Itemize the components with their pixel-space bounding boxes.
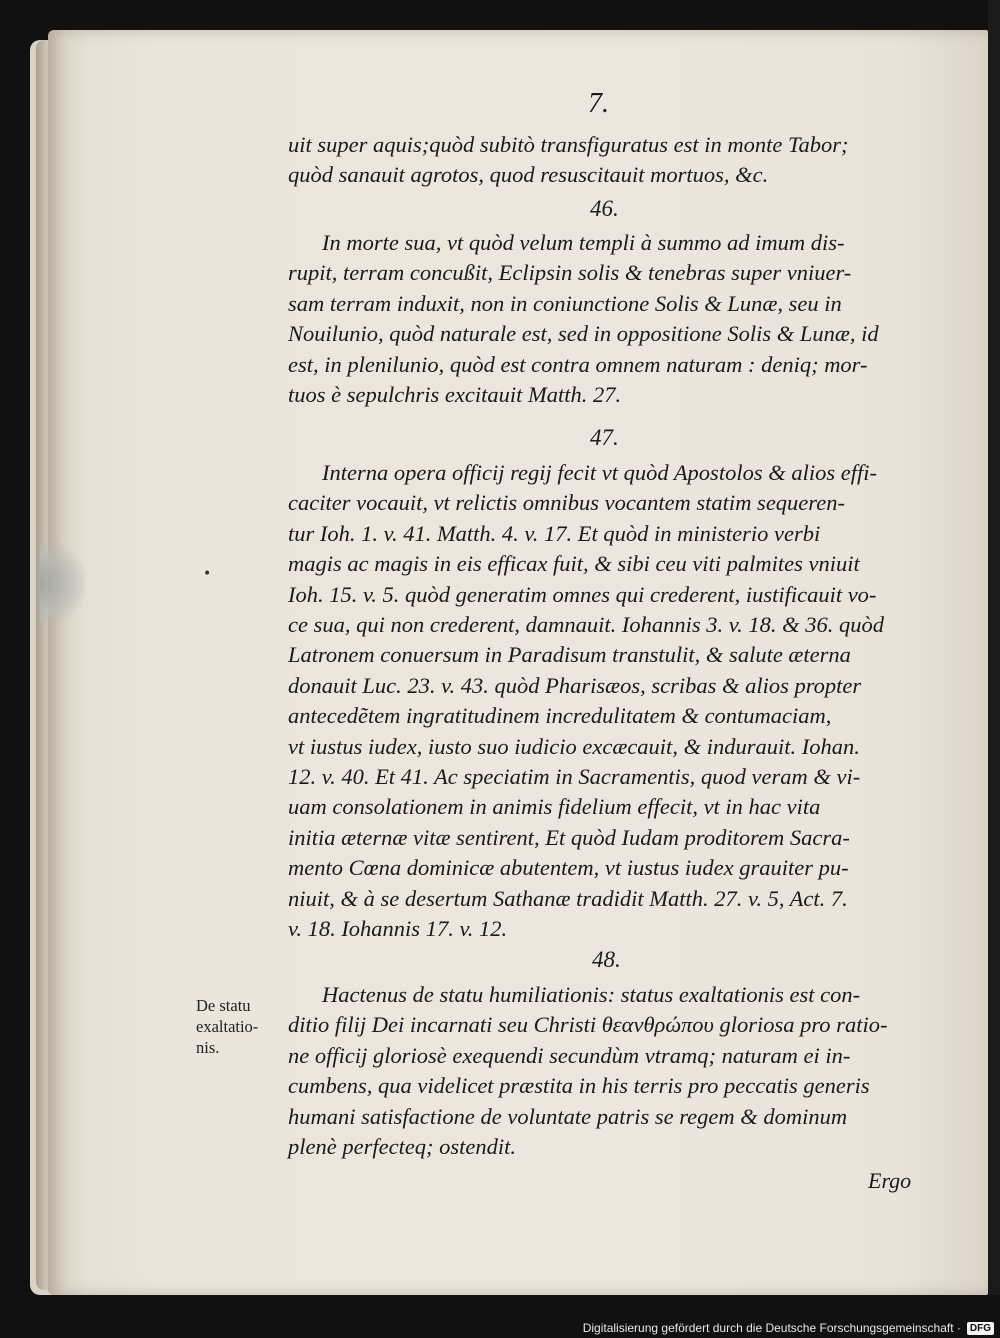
catchword: Ergo — [868, 1168, 912, 1193]
dfg-logo: DFG — [967, 1322, 994, 1335]
text-line: uit super aquis;quòd subitò transfiguratus est in monte Tabor; — [288, 132, 849, 157]
text-block-47 — [288, 458, 928, 945]
text-line: niuit, & à se desertum Sathanæ tradidit Matth. 27. v. 5, Act. 7. — [288, 885, 848, 911]
text-line: v. 18. Iohannis 17. v. 12. — [288, 916, 508, 942]
margin-note-line: nis. — [196, 1038, 220, 1057]
text-line: Ioh. 15. v. 5. quòd generatim omnes qui crederent, iustificauit vo- — [288, 581, 877, 607]
footer-credit: Digitalisierung gefördert durch die Deutsche Forschungsgemeinschaft · — [582, 1321, 961, 1335]
text-line: est, in plenilunio, quòd est contra omnem naturam : deniq; mor- — [288, 351, 868, 377]
text-line: 12. v. 40. Et 41. Ac speciatim in Sacramentis, quod veram & vi- — [288, 764, 861, 790]
text-line: Hactenus de statu humiliationis: status exaltationis est con- — [322, 982, 861, 1007]
text-block-46 — [288, 228, 928, 410]
margin-note-line: De statu — [196, 996, 251, 1015]
text-line: mento Cœna dominicæ abutentem, vt iustus iudex grauiter pu- — [288, 855, 849, 881]
text-line: Nouilunio, quòd naturale est, sed in oppositione Solis & Lunæ, id — [288, 321, 879, 347]
text-line: caciter vocauit, vt relictis omnibus vocantem statim sequeren- — [288, 490, 845, 516]
text-line: Interna opera officij regij fecit vt quòd Apostolos & alios effi- — [322, 460, 877, 485]
text-line: sam terram induxit, non in coniunctione Solis & Lunæ, seu in — [288, 290, 842, 316]
text-line: Latronem conuersum in Paradisum transtulit, & salute æterna — [288, 642, 851, 668]
text-block-48 — [288, 980, 928, 1162]
footer-bar — [0, 1318, 1000, 1338]
text-line: humani satisfactione de voluntate patris se regem & dominum — [288, 1103, 848, 1129]
text-block-continuation — [288, 130, 928, 191]
text-line: ditio filij Dei incarnati seu Christi θεανθρώπου gloriosa pro ratio- — [288, 1012, 888, 1038]
text-line: uam consolationem in animis fidelium effecit, vt in hac vita — [288, 794, 821, 820]
text-line: donauit Luc. 23. v. 43. quòd Pharisæos, scribas & alios propter — [288, 672, 862, 698]
section-number-48: 48. — [592, 947, 621, 972]
text-line: rupit, terram concußit, Eclipsin solis & tenebras super vniuer- — [288, 260, 852, 286]
text-line: ne officij gloriosè exequendi secundùm vtramq; naturam ei in- — [288, 1042, 851, 1068]
text-line: tuos è sepulchris excitauit Matth. 27. — [288, 382, 622, 408]
section-number-46: 46. — [590, 196, 619, 221]
text-line: ce sua, qui non crederent, damnauit. Iohannis 3. v. 18. & 36. quòd — [288, 612, 884, 638]
text-line: In morte sua, vt quòd velum templi à summo ad imum dis- — [322, 230, 845, 255]
text-line: plenè perfecteq; ostendit. — [288, 1134, 517, 1160]
text-line: quòd sanauit agrotos, quod resuscitauit mortuos, &c. — [288, 162, 769, 188]
margin-dot: • — [203, 566, 212, 582]
text-line: magis ac magis in eis efficax fuit, & sibi ceu viti palmites vniuit — [288, 551, 860, 577]
text-line: vt iustus iudex, iusto suo iudicio excæcauit, & indurauit. Iohan. — [288, 733, 860, 759]
text-line: initia æternæ vitæ sentirent, Et quòd Iudam proditorem Sacra- — [288, 824, 850, 850]
text-line: antecedẽtem ingratitudinem incredulitatem & contumaciam, — [288, 703, 832, 729]
section-number-47: 47. — [590, 425, 619, 450]
page-number: 7. — [588, 88, 609, 119]
margin-note-line: exaltatio- — [196, 1017, 259, 1036]
right-border — [988, 0, 1000, 1295]
margin-note — [196, 995, 286, 1058]
text-line: tur Ioh. 1. v. 41. Matth. 4. v. 17. Et quòd in ministerio verbi — [288, 520, 821, 546]
text-line: cumbens, qua videlicet præstita in his terris pro peccatis generis — [288, 1073, 870, 1099]
